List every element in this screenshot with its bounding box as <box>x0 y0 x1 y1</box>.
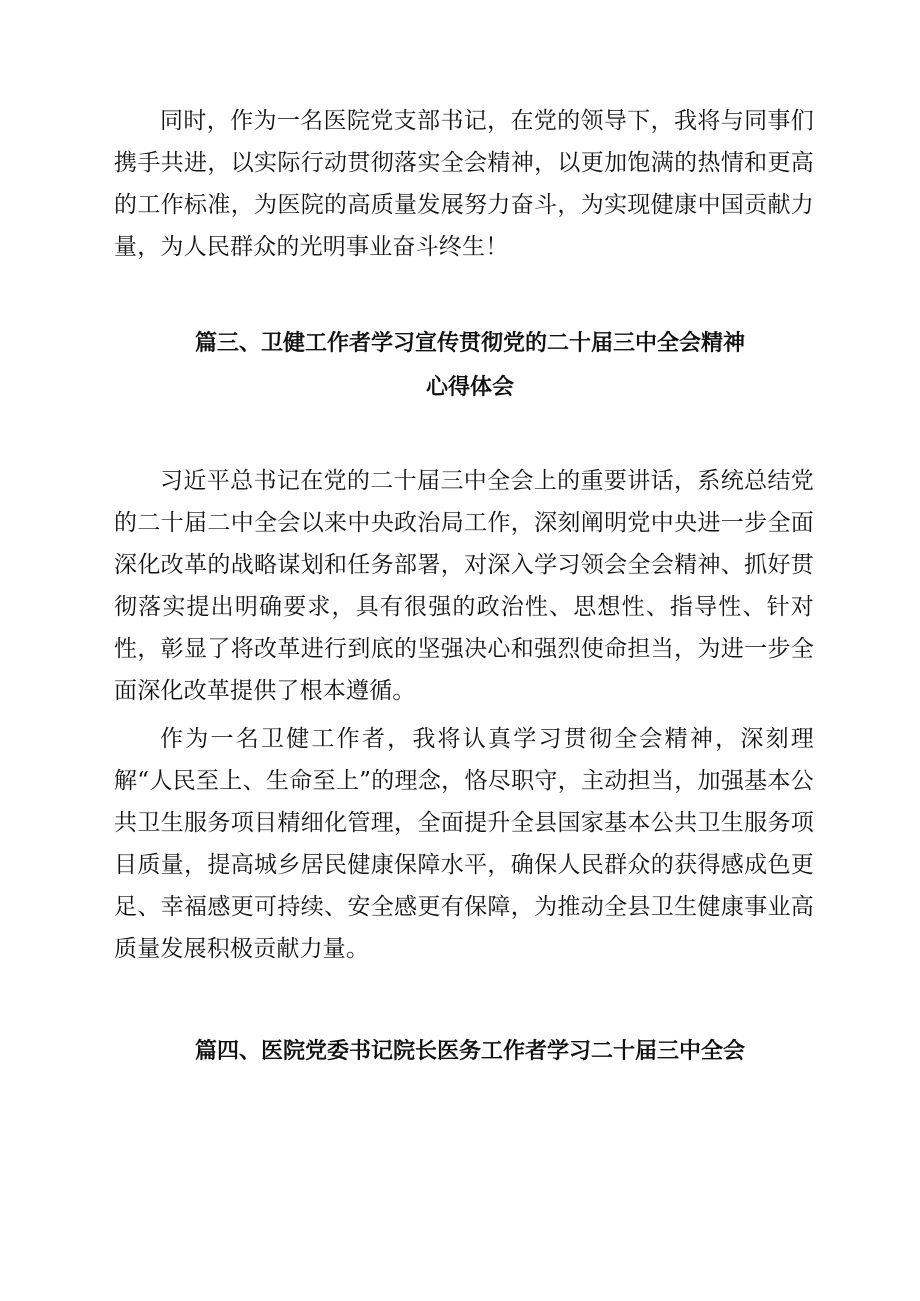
section-four-title: 篇四、医院党委书记院长医务工作者学习二十届三中全会 <box>194 1039 745 1064</box>
section-three-title <box>100 322 840 410</box>
section-three-paragraph-2: 作为一名卫健工作者，我将认真学习贯彻全会精神，深刻理解“人民至上、生命至上”的理念，恪尽职守，主动担当，加强基本公共卫生服务项目精细化管理，全面提升全县国家基本公共卫生服务项目质量，提高城乡居民健康保障水平，确保人民群众的获得感成色更足、幸福感更可持续、安全感更有保障，为推动全县卫生健康事业高质量发展积极贡献力量。 <box>114 726 814 962</box>
section-three-title-line2: 心得体会 <box>425 375 514 400</box>
section-three-paragraph-1: 习近平总书记在党的二十届三中全会上的重要讲话，系统总结党的二十届二中全会以来中央政治局工作，深刻阐明党中央进一步全面深化改革的战略谋划和任务部署，对深入学习领会全会精神、抓好贯彻落实提出明确要求，具有很强的政治性、思想性、指导性、针对性，彰显了将改革进行到底的坚强决心和强烈使命担当，为进一步全面深化改革提供了根本遵循。 <box>114 468 814 704</box>
closing-paragraph: 同时，作为一名医院党支部书记，在党的领导下，我将与同事们携手共进，以实际行动贯彻落实全会精神，以更加饱满的热情和更高的工作标准，为医院的高质量发展努力奋斗，为实现健康中国贡献力量，为人民群众的光明事业奋斗终生！ <box>114 108 814 260</box>
section-three-title-line1: 篇三、卫健工作者学习宣传贯彻党的二十届三中全会精神 <box>194 331 745 356</box>
